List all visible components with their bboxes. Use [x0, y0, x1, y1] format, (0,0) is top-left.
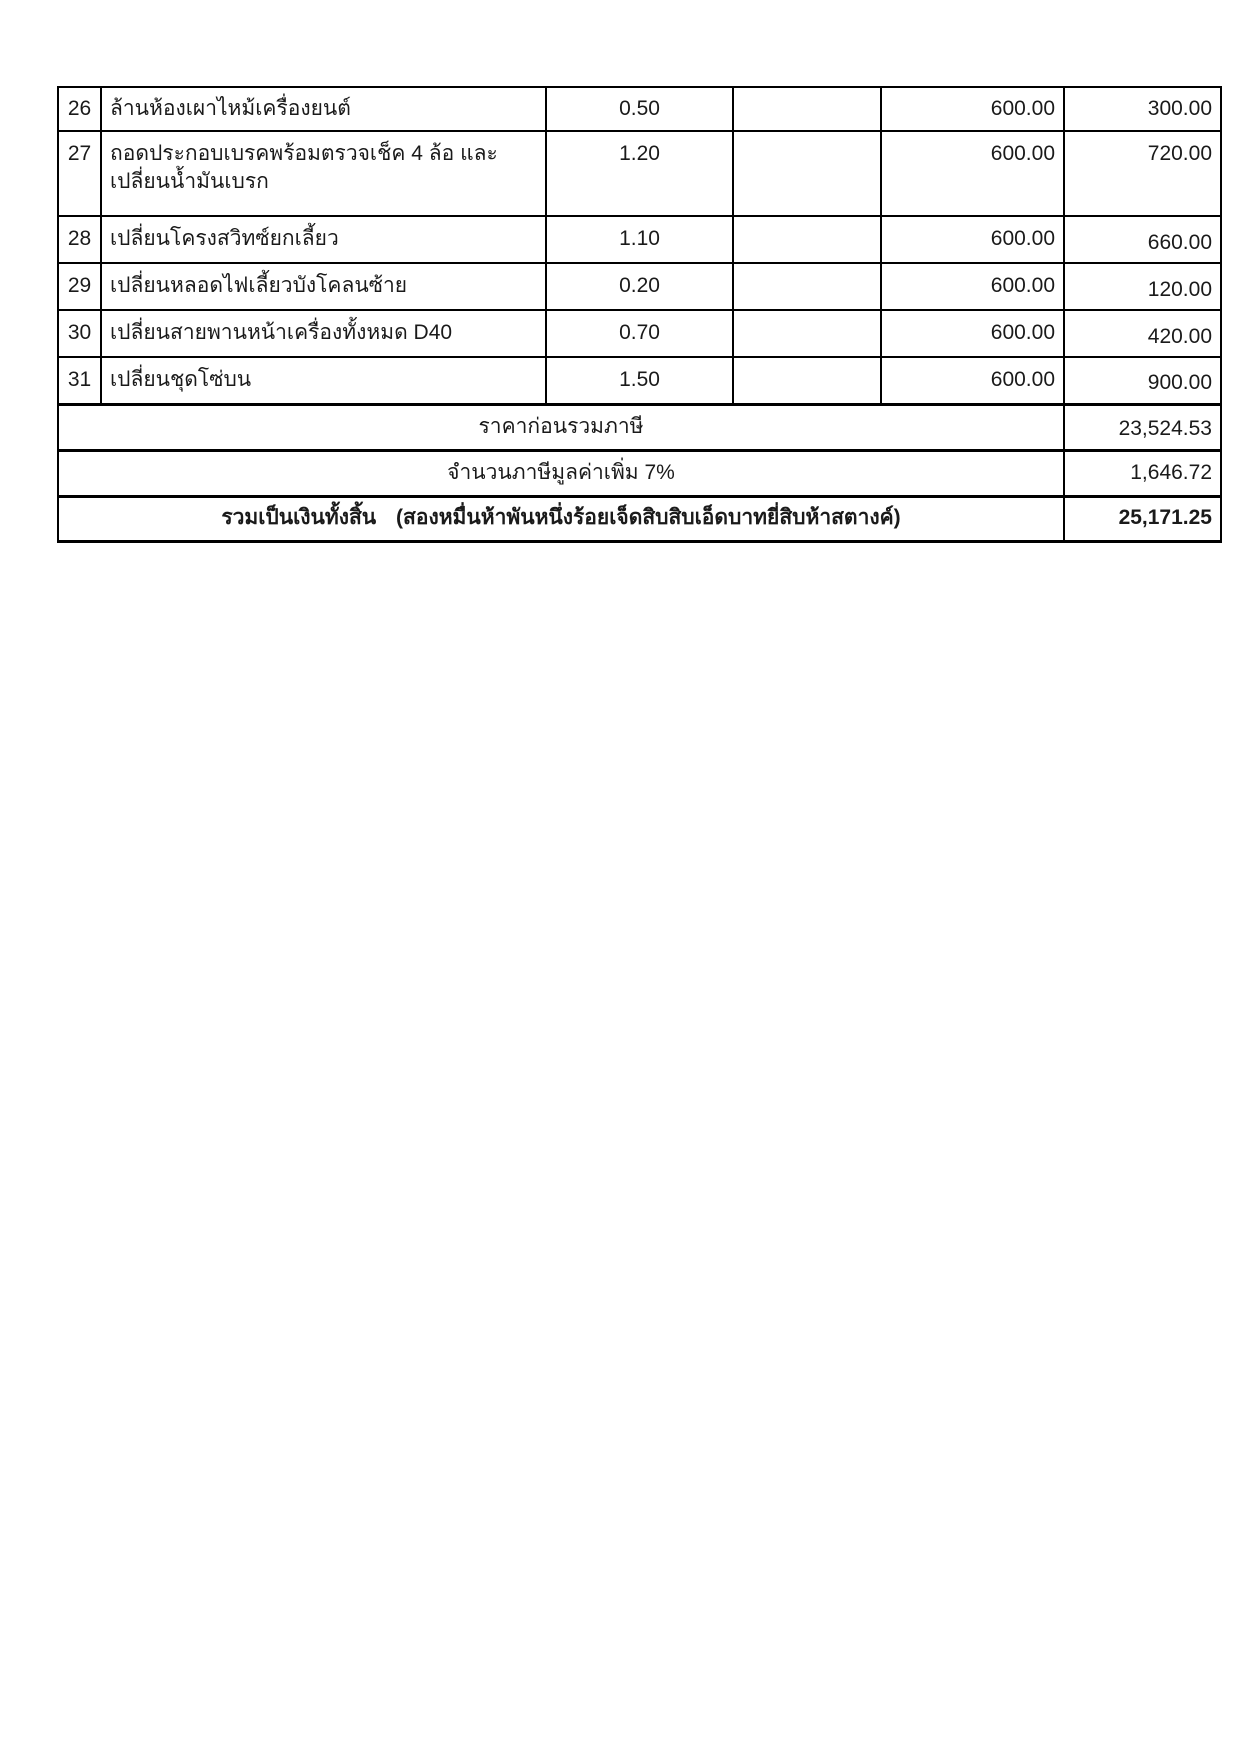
item-description: ถอดประกอบเบรคพร้อมตรวจเช็ค 4 ล้อ และเปลี่ยนน้ำมันเบรก — [101, 131, 546, 216]
item-no: 31 — [58, 357, 101, 404]
table-row — [58, 131, 1221, 216]
item-description: เปลี่ยนโครงสวิทซ์ยกเลี้ยว — [101, 216, 546, 263]
item-qty: 0.50 — [546, 87, 733, 131]
item-unit — [733, 87, 881, 131]
vat-label: จำนวนภาษีมูลค่าเพิ่ม 7% — [58, 450, 1064, 496]
item-qty: 0.70 — [546, 310, 733, 357]
item-no: 29 — [58, 263, 101, 310]
grand-total-label: รวมเป็นเงินทั้งสิ้น — [221, 506, 377, 530]
item-description: เปลี่ยนชุดโซ่บน — [101, 357, 546, 404]
item-amount: 900.00 — [1064, 357, 1221, 404]
table-row — [58, 87, 1221, 131]
vat-amount: 1,646.72 — [1064, 450, 1221, 496]
grand-total-row — [58, 496, 1221, 541]
subtotal-row — [58, 404, 1221, 450]
item-description: เปลี่ยนหลอดไฟเลี้ยวบังโคลนซ้าย — [101, 263, 546, 310]
item-rate: 600.00 — [881, 263, 1064, 310]
item-qty: 1.10 — [546, 216, 733, 263]
subtotal-amount: 23,524.53 — [1064, 404, 1221, 450]
item-amount: 120.00 — [1064, 263, 1221, 310]
item-no: 26 — [58, 87, 101, 131]
item-amount: 720.00 — [1064, 131, 1221, 216]
item-qty: 0.20 — [546, 263, 733, 310]
item-rate: 600.00 — [881, 216, 1064, 263]
item-description: เปลี่ยนสายพานหน้าเครื่องทั้งหมด D40 — [101, 310, 546, 357]
table-row — [58, 216, 1221, 263]
item-rate: 600.00 — [881, 131, 1064, 216]
item-unit — [733, 357, 881, 404]
item-no: 28 — [58, 216, 101, 263]
item-qty: 1.50 — [546, 357, 733, 404]
item-unit — [733, 310, 881, 357]
table-row — [58, 263, 1221, 310]
table-row — [58, 310, 1221, 357]
table-row — [58, 357, 1221, 404]
item-unit — [733, 216, 881, 263]
vat-row — [58, 450, 1221, 496]
item-qty: 1.20 — [546, 131, 733, 216]
grand-total-words: (สองหมื่นห้าพันหนึ่งร้อยเจ็ดสิบสิบเอ็ดบาทยี่สิบห้าสตางค์) — [396, 506, 901, 530]
grand-total-label-cell — [58, 496, 1064, 541]
item-amount: 420.00 — [1064, 310, 1221, 357]
item-rate: 600.00 — [881, 87, 1064, 131]
item-rate: 600.00 — [881, 357, 1064, 404]
item-description: ล้านห้องเผาไหม้เครื่องยนต์ — [101, 87, 546, 131]
subtotal-label: ราคาก่อนรวมภาษี — [58, 404, 1064, 450]
invoice-table — [57, 86, 1222, 543]
item-amount: 300.00 — [1064, 87, 1221, 131]
item-amount: 660.00 — [1064, 216, 1221, 263]
item-no: 27 — [58, 131, 101, 216]
grand-total-amount: 25,171.25 — [1064, 496, 1221, 541]
item-unit — [733, 131, 881, 216]
item-no: 30 — [58, 310, 101, 357]
item-rate: 600.00 — [881, 310, 1064, 357]
item-unit — [733, 263, 881, 310]
